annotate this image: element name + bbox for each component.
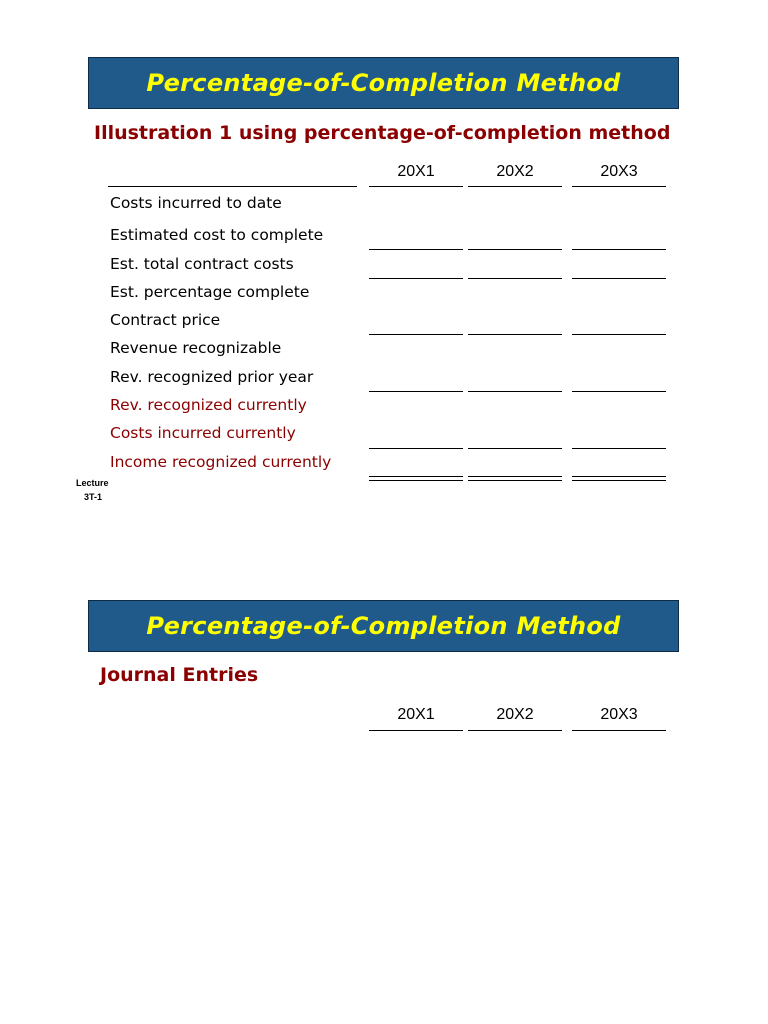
blank-line [572, 448, 666, 449]
col1-header-rule [369, 186, 463, 187]
row-revenue-recognizable: Revenue recognizable [110, 339, 282, 357]
blank-line [468, 278, 562, 279]
blank-line [468, 391, 562, 392]
label-header-rule [108, 186, 357, 187]
slide2-title-bar [88, 600, 679, 652]
footnote-lecture: Lecture [76, 478, 109, 488]
double-underline [369, 476, 463, 481]
blank-line [468, 334, 562, 335]
blank-line [369, 278, 463, 279]
footnote-code: 3T-1 [84, 492, 103, 502]
slide2-col-20x3: 20X3 [600, 706, 638, 723]
slide2-subtitle: Journal Entries [100, 664, 259, 686]
slide1-col-20x1: 20X1 [397, 163, 435, 180]
blank-line [369, 334, 463, 335]
slide1-title-bar [88, 57, 679, 109]
slide2-col2-rule [468, 730, 562, 731]
slide1-subtitle: Illustration 1 using percentage-of-completion method [94, 122, 671, 144]
blank-line [572, 334, 666, 335]
col2-header-rule [468, 186, 562, 187]
row-rev-recognized-currently: Rev. recognized currently [110, 396, 307, 414]
row-estimated-cost-to-complete: Estimated cost to complete [110, 226, 324, 244]
col3-header-rule [572, 186, 666, 187]
blank-line [572, 278, 666, 279]
row-rev-recognized-prior-year: Rev. recognized prior year [110, 368, 314, 386]
blank-line [369, 249, 463, 250]
blank-line [369, 448, 463, 449]
slide2-col-20x1: 20X1 [397, 706, 435, 723]
blank-line [369, 391, 463, 392]
slide2-title: Percentage-of-Completion Method [146, 612, 621, 640]
row-est-total-contract-costs: Est. total contract costs [110, 255, 294, 273]
slide2-col1-rule [369, 730, 463, 731]
slide1-title: Percentage-of-Completion Method [146, 69, 621, 97]
row-costs-incurred-to-date: Costs incurred to date [110, 194, 282, 212]
blank-line [572, 249, 666, 250]
slide1-col-20x2: 20X2 [496, 163, 534, 180]
blank-line [572, 391, 666, 392]
double-underline [468, 476, 562, 481]
row-costs-incurred-currently: Costs incurred currently [110, 424, 296, 442]
row-est-percentage-complete: Est. percentage complete [110, 283, 310, 301]
slide2-col-20x2: 20X2 [496, 706, 534, 723]
slide2-col3-rule [572, 730, 666, 731]
blank-line [468, 448, 562, 449]
blank-line [468, 249, 562, 250]
row-income-recognized-currently: Income recognized currently [110, 453, 332, 471]
slide1-col-20x3: 20X3 [600, 163, 638, 180]
double-underline [572, 476, 666, 481]
row-contract-price: Contract price [110, 311, 221, 329]
